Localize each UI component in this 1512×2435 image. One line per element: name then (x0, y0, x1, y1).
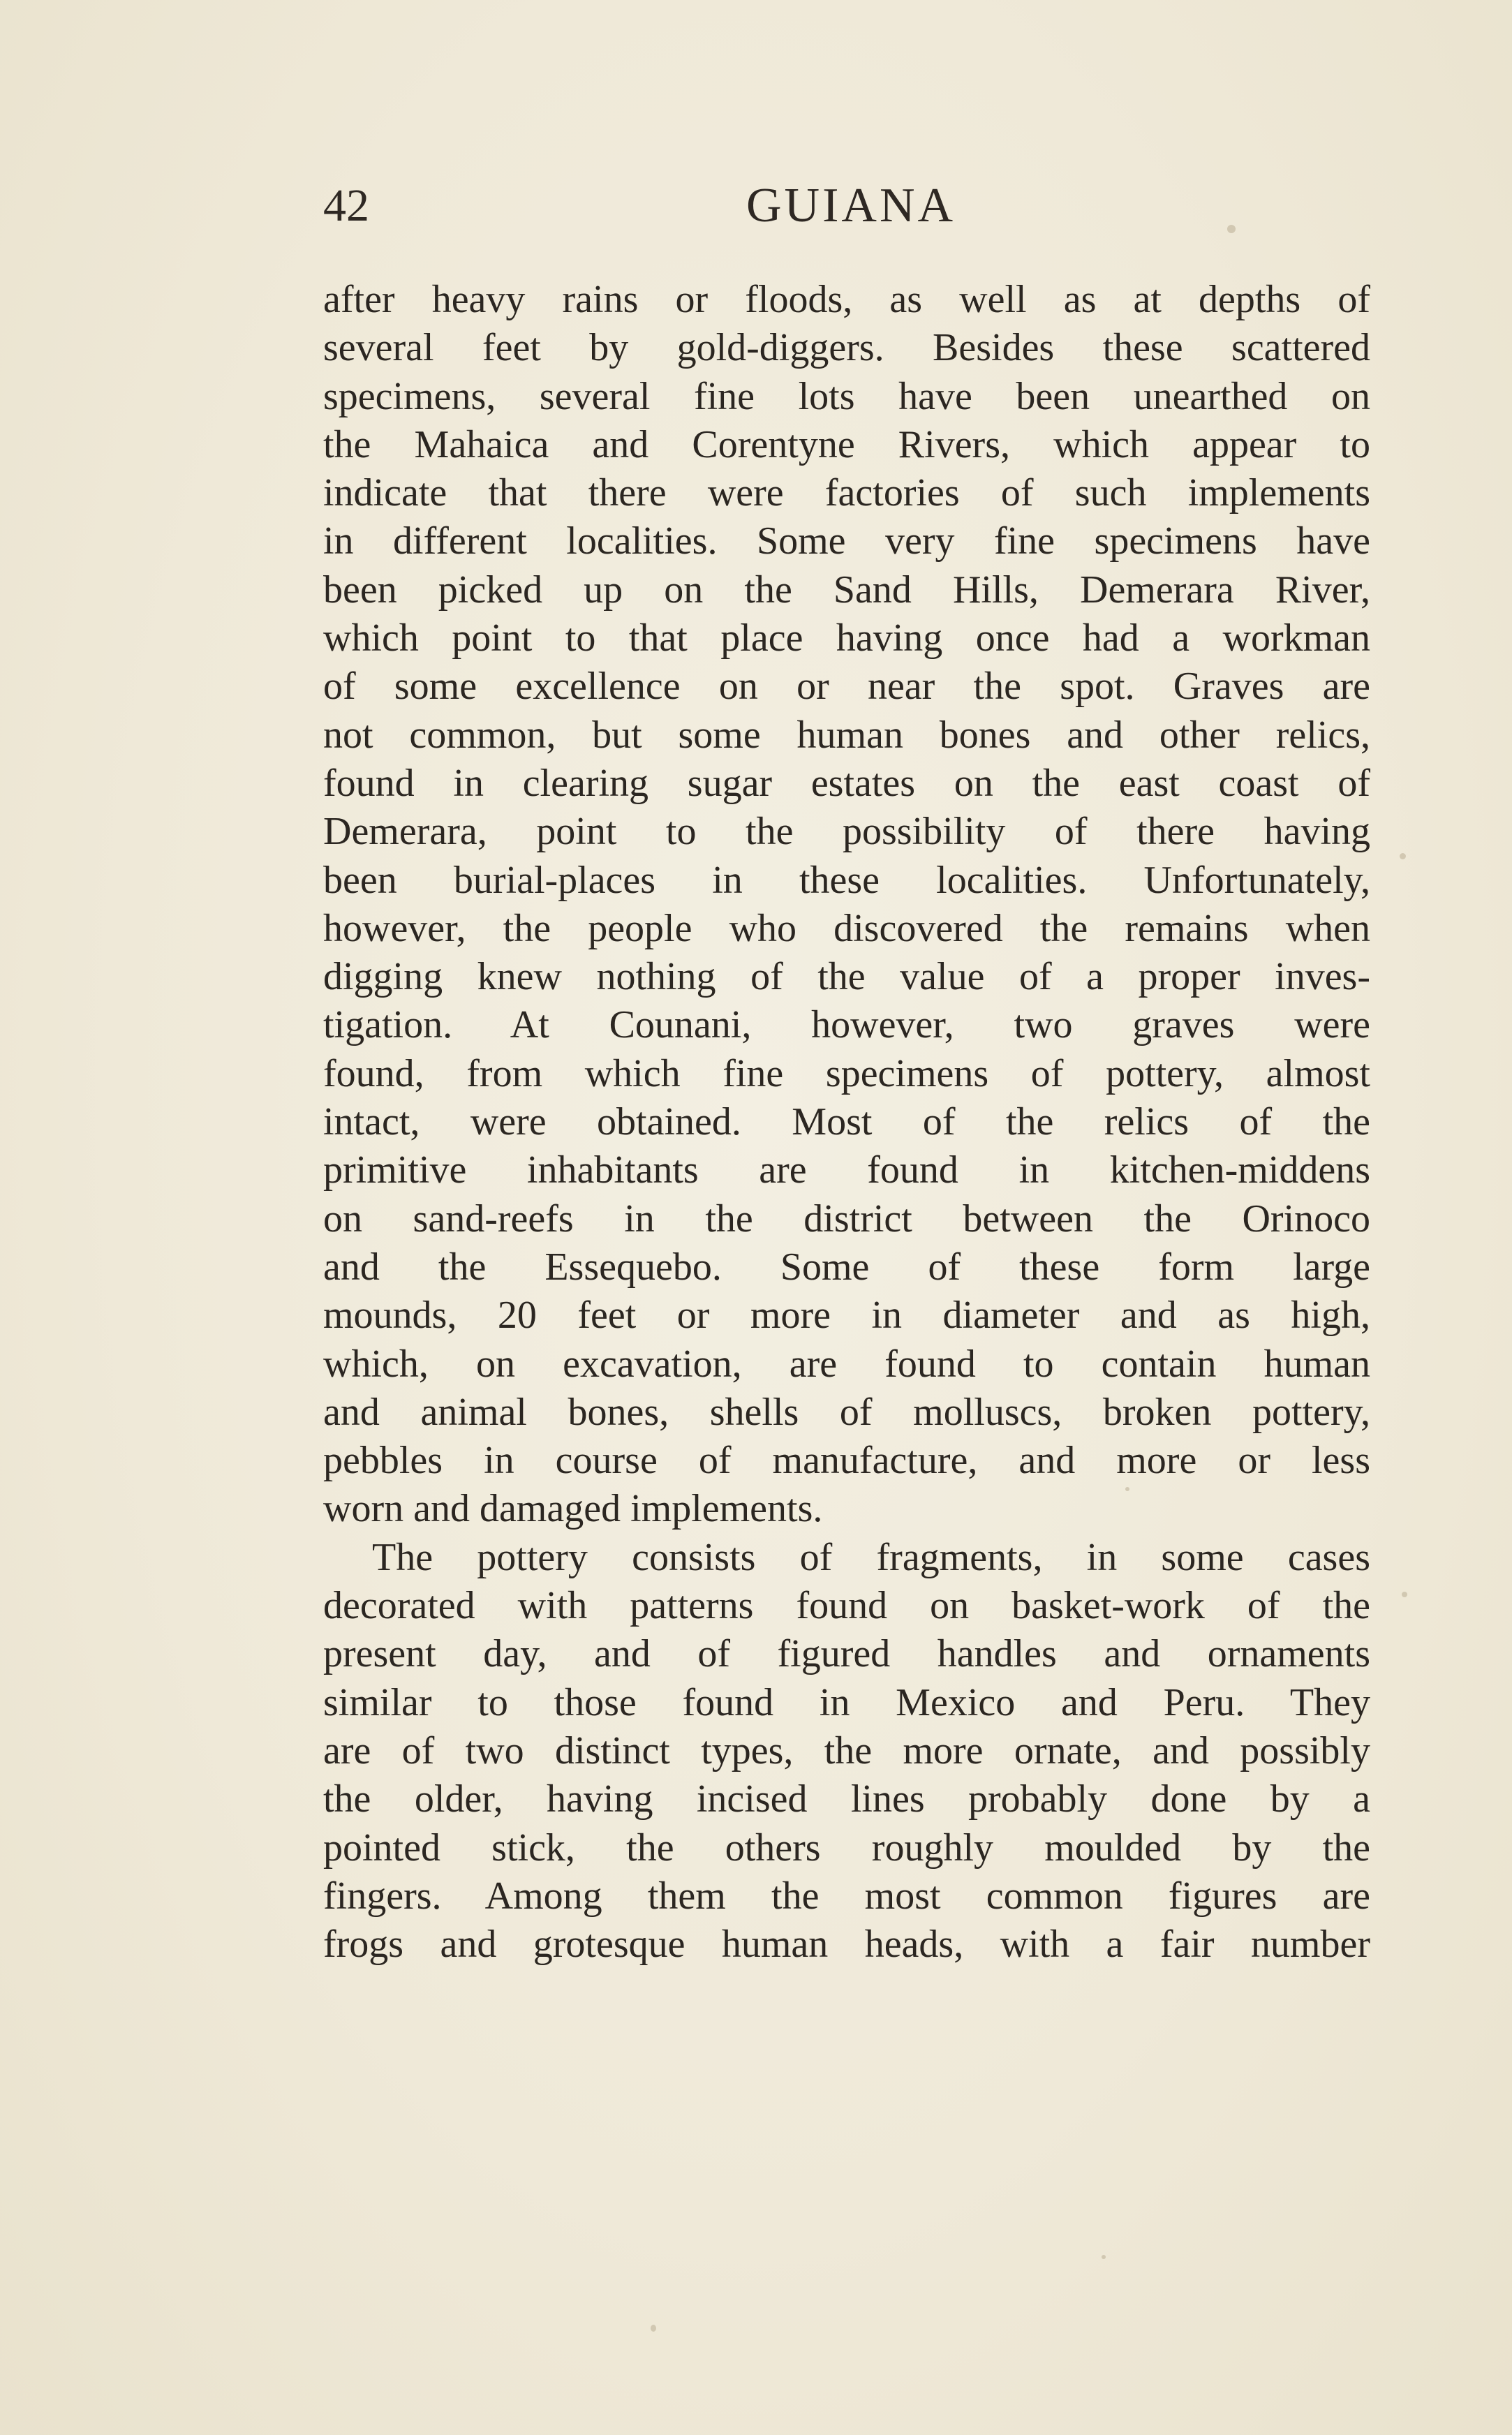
paper-speck (1227, 225, 1236, 233)
text-line: pebbles in course of manufacture, and more or less (323, 1439, 1370, 1483)
text-line: which point to that place having once had a workman (323, 616, 1370, 660)
running-head (323, 175, 1370, 237)
text-line: the Mahaica and Corentyne Rivers, which appear to (323, 422, 1370, 466)
paper-speck (1125, 1487, 1129, 1491)
paper-speck (651, 2325, 656, 2332)
text-line: of some excellence on or near the spot. Graves are (323, 665, 1370, 709)
text-line: intact, were obtained. Most of the relics of the (323, 1100, 1370, 1144)
text-line: not common, but some human bones and other relics, (323, 713, 1370, 757)
paper-speck (1402, 1592, 1407, 1597)
text-line: several feet by gold-diggers. Besides these scattered (323, 326, 1370, 370)
text-line: which, on excavation, are found to contain human (323, 1342, 1370, 1386)
paper-speck (1400, 853, 1406, 859)
text-line: pointed stick, the others roughly moulded by the (323, 1826, 1370, 1870)
text-line: indicate that there were factories of such implements (323, 471, 1370, 515)
text-line: The pottery consists of fragments, in some cases (372, 1535, 1370, 1579)
text-line: specimens, several fine lots have been unearthed on (323, 374, 1370, 418)
text-line: mounds, 20 feet or more in diameter and as high, (323, 1294, 1370, 1338)
text-line: decorated with patterns found on basket-work of the (323, 1584, 1370, 1628)
text-line: Demerara, point to the possibility of there having (323, 810, 1370, 854)
text-line: frogs and grotesque human heads, with a fair number (323, 1923, 1370, 1967)
text-line: and animal bones, shells of molluscs, broken pottery, (323, 1390, 1370, 1434)
text-line: found in clearing sugar estates on the east coast of (323, 761, 1370, 805)
text-line: and the Essequebo. Some of these form large (323, 1245, 1370, 1289)
text-line: been burial-places in these localities. Unfortunately, (323, 858, 1370, 902)
text-line: found, from which fine specimens of pottery, almost (323, 1051, 1370, 1095)
text-line: digging knew nothing of the value of a proper inves- (323, 955, 1370, 999)
text-line: are of two distinct types, the more ornate, and possibly (323, 1729, 1370, 1772)
text-line: worn and damaged implements. (323, 1487, 823, 1531)
running-title: GUIANA (746, 179, 956, 232)
text-line: in different localities. Some very fine specimens have (323, 519, 1370, 563)
text-line: on sand-reefs in the district between the Orinoco (323, 1197, 1370, 1241)
paper-speck (1102, 2255, 1106, 2259)
text-line: primitive inhabitants are found in kitchen-middens (323, 1148, 1370, 1192)
text-line: however, the people who discovered the remains when (323, 906, 1370, 950)
text-line: been picked up on the Sand Hills, Demerara River, (323, 568, 1370, 612)
text-line: present day, and of figured handles and ornaments (323, 1632, 1370, 1676)
text-line: after heavy rains or floods, as well as at depths of (323, 278, 1370, 321)
page-number: 42 (323, 180, 369, 231)
text-line: the older, having incised lines probably done by a (323, 1777, 1370, 1821)
text-line: tigation. At Counani, however, two graves were (323, 1003, 1370, 1047)
text-line: fingers. Among them the most common figures are (323, 1874, 1370, 1918)
text-line: similar to those found in Mexico and Peru. They (323, 1680, 1370, 1724)
body-text (323, 276, 1370, 1969)
